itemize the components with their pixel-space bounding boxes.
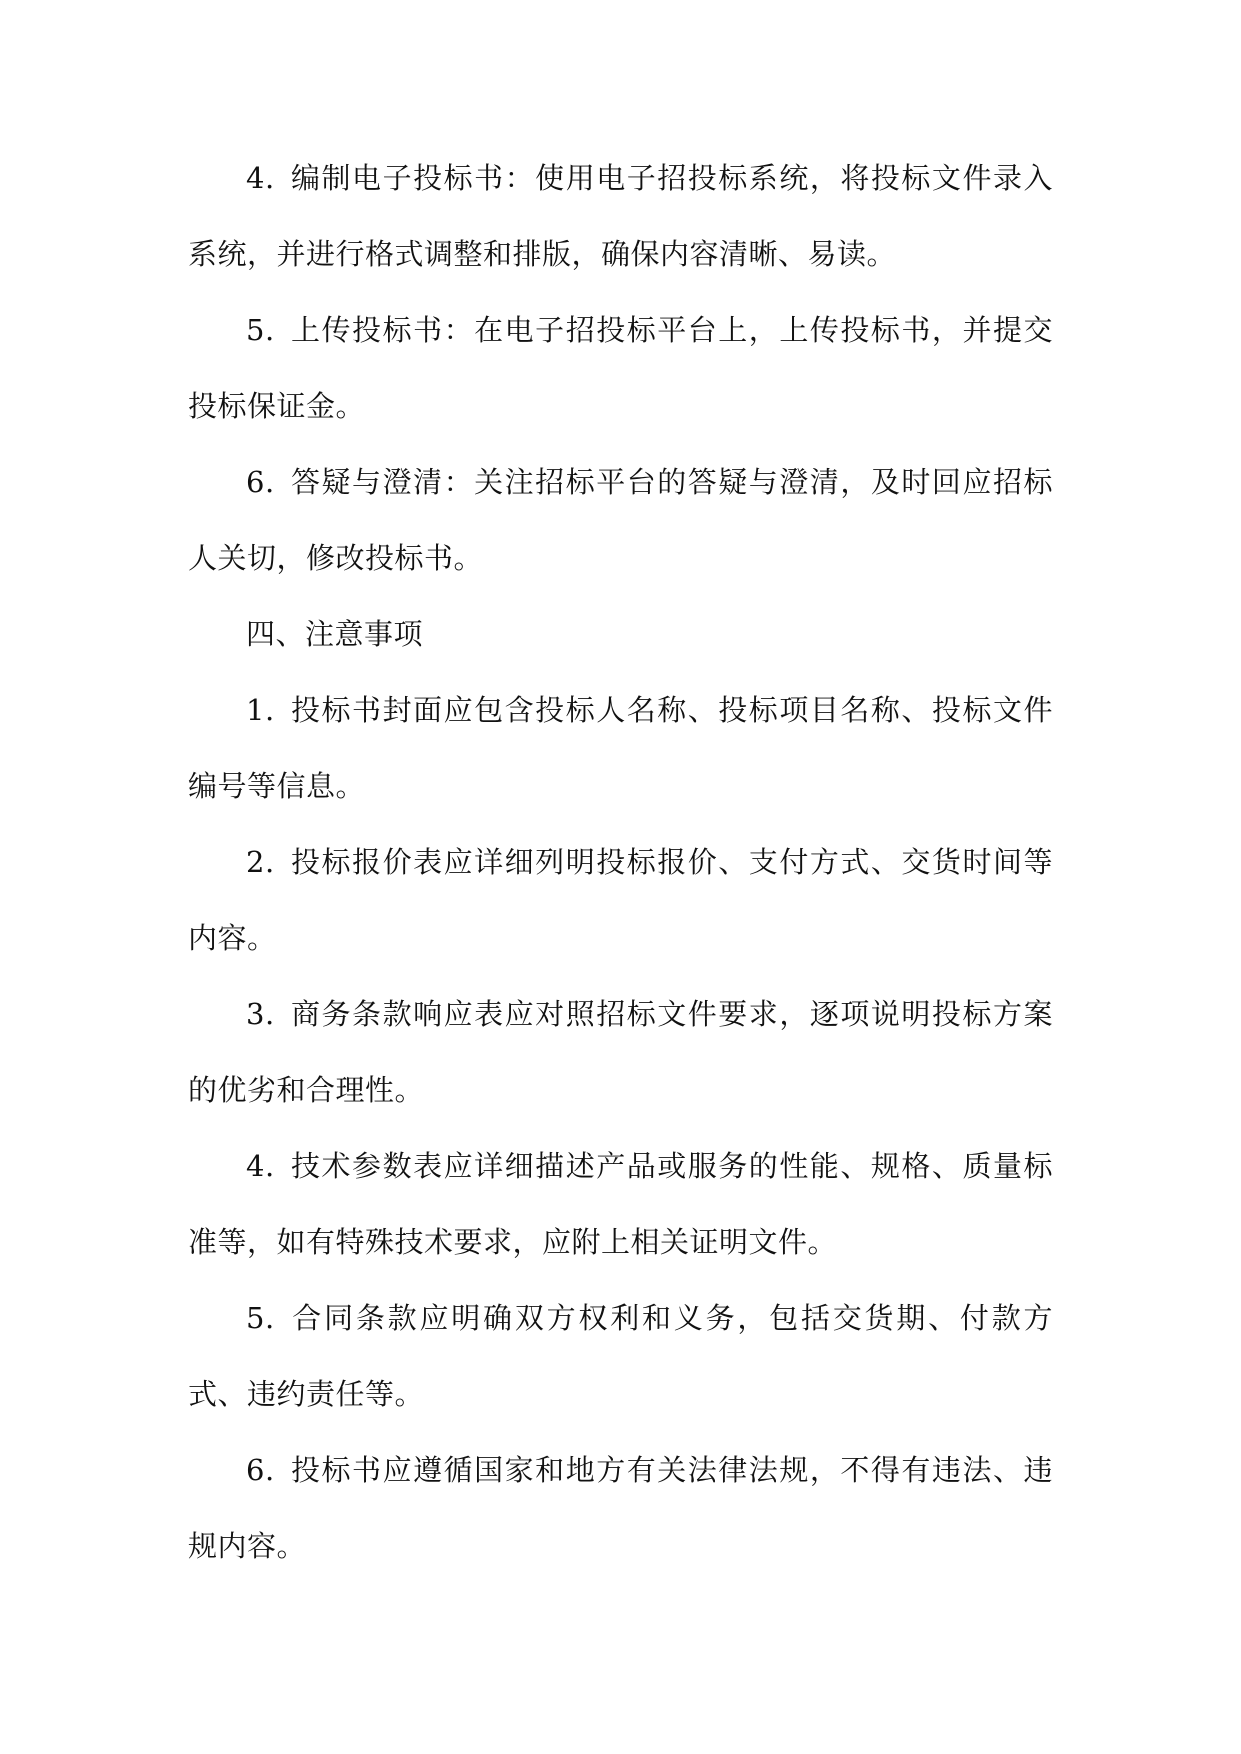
section-heading-text: 四、注意事项 (246, 617, 424, 651)
paragraph-text: 技术参数表应详细描述产品或服务的性能、规格、质量标准等，如有特殊技术要求，应附上相关证明文件。 (188, 1149, 1053, 1259)
paragraph-text: 上传投标书：在电子招投标平台上，上传投标书，并提交投标保证金。 (188, 313, 1053, 423)
paragraph-note-3 (188, 976, 1053, 1128)
paragraph-text: 答疑与澄清：关注招标平台的答疑与澄清，及时回应招标人关切，修改投标书。 (188, 465, 1053, 575)
paragraph-text: 合同条款应明确双方权利和义务，包括交货期、付款方式、违约责任等。 (188, 1301, 1053, 1411)
paragraph-text: 商务条款响应表应对照招标文件要求，逐项说明投标方案的优劣和合理性。 (188, 997, 1053, 1107)
paragraph-number: 4. (246, 161, 275, 195)
paragraph-number: 4. (246, 1149, 275, 1183)
paragraph-step-4 (188, 140, 1053, 292)
paragraph-step-6 (188, 444, 1053, 596)
paragraph-note-6 (188, 1432, 1053, 1584)
paragraph-step-5 (188, 292, 1053, 444)
paragraph-number: 5. (246, 1301, 275, 1335)
paragraph-text: 编制电子投标书：使用电子招投标系统，将投标文件录入系统，并进行格式调整和排版，确保内容清晰、易读。 (188, 161, 1053, 271)
paragraph-note-1 (188, 672, 1053, 824)
paragraph-number: 1. (246, 693, 275, 727)
paragraph-text: 投标书应遵循国家和地方有关法律法规，不得有违法、违规内容。 (188, 1453, 1053, 1563)
paragraph-note-5 (188, 1280, 1053, 1432)
section-heading-notes (188, 596, 1053, 672)
paragraph-number: 6. (246, 465, 275, 499)
paragraph-number: 6. (246, 1453, 275, 1487)
paragraph-text: 投标报价表应详细列明投标报价、支付方式、交货时间等内容。 (188, 845, 1053, 955)
paragraph-number: 5. (246, 313, 275, 347)
paragraph-number: 2. (246, 845, 275, 879)
paragraph-note-2 (188, 824, 1053, 976)
paragraph-note-4 (188, 1128, 1053, 1280)
paragraph-number: 3. (246, 997, 275, 1031)
paragraph-text: 投标书封面应包含投标人名称、投标项目名称、投标文件编号等信息。 (188, 693, 1053, 803)
document-body (188, 140, 1053, 1584)
